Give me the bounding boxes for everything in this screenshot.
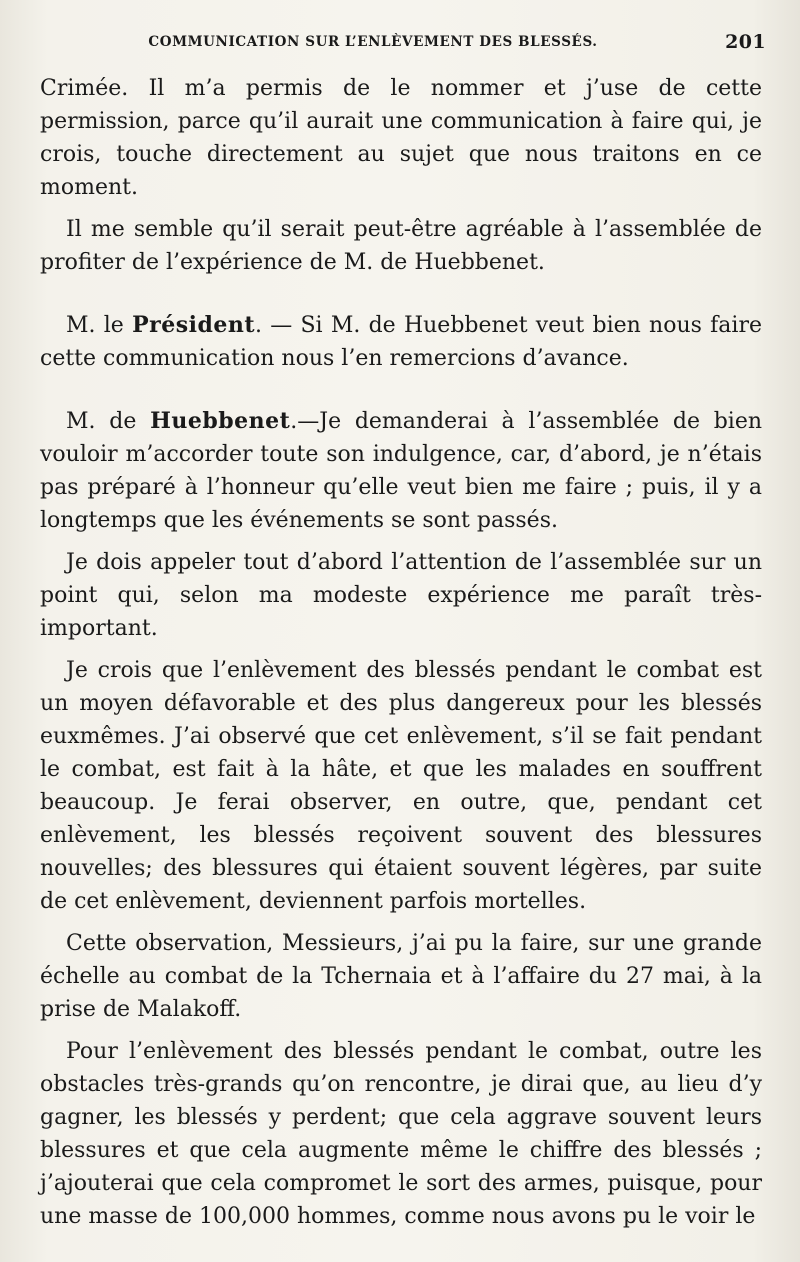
paragraph-7: Cette observation, Messieurs, j’ai pu la faire, sur une grande échelle au combat de la Tchernaia et à l’affaire du 27 mai, à la prise de Malakoff. <box>40 931 762 1022</box>
paragraph-6: Je crois que l’enlèvement des blessés pendant le combat est un moyen défavorable et des plus dangereux pour les blessés euxmêmes. J’ai observé que cet enlèvement, s’il se fait pendant le combat, est fait à la hâte, et que les malades en souffrent beaucoup. Je ferai observer, en outre, que, pendant cet enlèvement, les blessés reçoivent souvent des blessures nouvelles; des blessures qui étaient souvent légères, par suite de cet enlèvement, deviennent parfois mortelles. <box>40 658 762 914</box>
speech-president: M. le Président. — Si M. de Huebbenet veut bien nous faire cette communication nous l’en remercions d’avance. <box>40 312 762 371</box>
speaker-name: Président <box>132 312 255 338</box>
running-title: COMMUNICATION SUR L’ENLÈVEMENT DES BLESSÉS. <box>148 34 598 50</box>
body-text <box>40 72 762 1233</box>
page-number: 201 <box>725 31 766 53</box>
running-header <box>40 31 766 56</box>
paragraph-5: Je dois appeler tout d’abord l’attention de l’assemblée sur un point qui, selon ma modeste expérience me paraît très-important. <box>40 550 762 641</box>
paragraph-8: Pour l’enlèvement des blessés pendant le combat, outre les obstacles très-grands qu’on rencontre, je dirai que, au lieu d’y gagner, les blessés y perdent; que cela aggrave souvent leurs blessures et que cela augmente même le chiffre des blessés ; j’ajouterai que cela compromet le sort des armes, puisque, pour une masse de 100,000 hommes, comme nous avons pu le voir le <box>40 1039 762 1229</box>
paragraph-1: Crimée. Il m’a permis de le nommer et j’use de cette permission, parce qu’il aurait une communication à faire qui, je crois, touche directement au sujet que nous traitons en ce moment. <box>40 76 762 200</box>
speech-huebbenet: M. de Huebbenet.—Je demanderai à l’assemblée de bien vouloir m’accorder toute son indulgence, car, d’abord, je n’étais pas préparé à l’honneur qu’elle veut bien me faire ; puis, il y a longtemps que les événements se sont passés. <box>40 408 763 533</box>
paragraph-2: Il me semble qu’il serait peut-être agréable à l’assemblée de profiter de l’expérience de M. de Huebbenet. <box>40 217 762 275</box>
speaker-name: Huebbenet <box>150 408 291 434</box>
